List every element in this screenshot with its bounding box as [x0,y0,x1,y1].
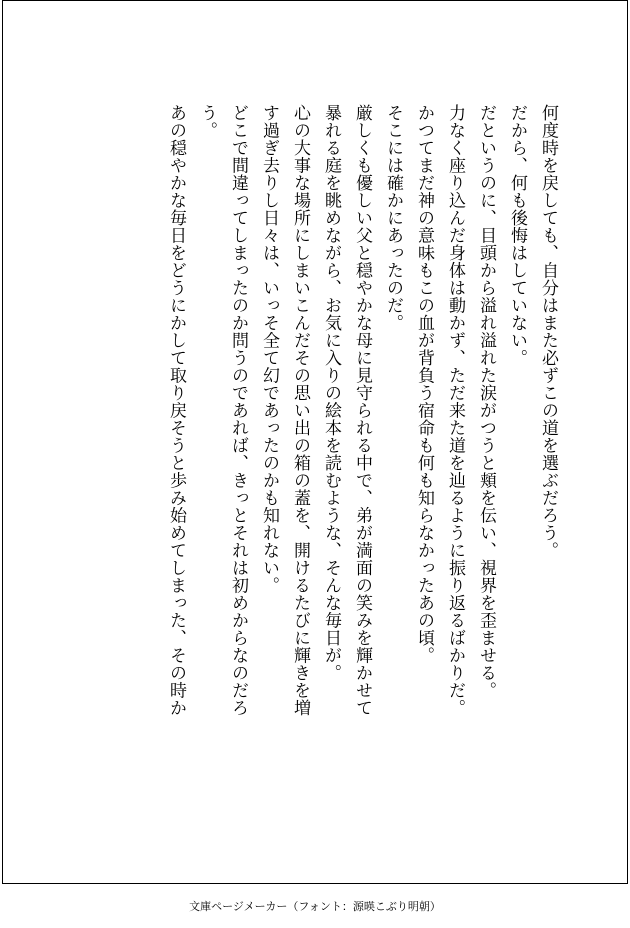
text-line-11: どこで間違ってしまったのか問うのであれば、きっとそれは初めからなのだろ [228,104,248,717]
text-line-3: だというのに、目頭から溢れ溢れた涙がつうと頬を伝い、視界を歪ませる。 [476,104,496,699]
text-line-4: 力なく座り込んだ身体は動かず、ただ来た道を辿るように振り返るばかりだ。 [445,104,465,717]
text-line-9: 心の大事な場所にしまいこんだその思い出の箱の蓋を、開けるたびに輝きを増 [290,104,310,717]
text-line-6: そこには確かにあったのだ。 [383,104,403,332]
text-line-2: だから、何も後悔はしていない。 [507,104,527,367]
footer-credit: 文庫ページメーカー（フォント：源暎こぶり明朝） [189,900,441,913]
text-line-5: かつてまだ神の意味もこの血が背負う宿命も何も知らなかったあの頃。 [414,104,434,664]
text-line-10: す過ぎ去りし日々は、いっそ全て幻であったのかも知れない。 [259,104,279,594]
text-line-8: 暴れる庭を眺めながら、お気に入りの絵本を読むような、そんな毎日が。 [321,104,341,682]
text-line-13: あの穏やかな毎日をどうにかして取り戻そうと歩み始めてしまった、その時か [166,104,186,717]
text-line-12: う。 [197,104,217,139]
vertical-text-body [73,104,563,804]
page-frame [2,0,628,884]
text-line-1: 何度時を戻しても、自分はまた必ずこの道を選ぶだろう。 [538,104,558,559]
text-line-7: 厳しくも優しい父と穏やかな母に見守られる中で、弟が満面の笑みを輝かせて [352,104,372,717]
